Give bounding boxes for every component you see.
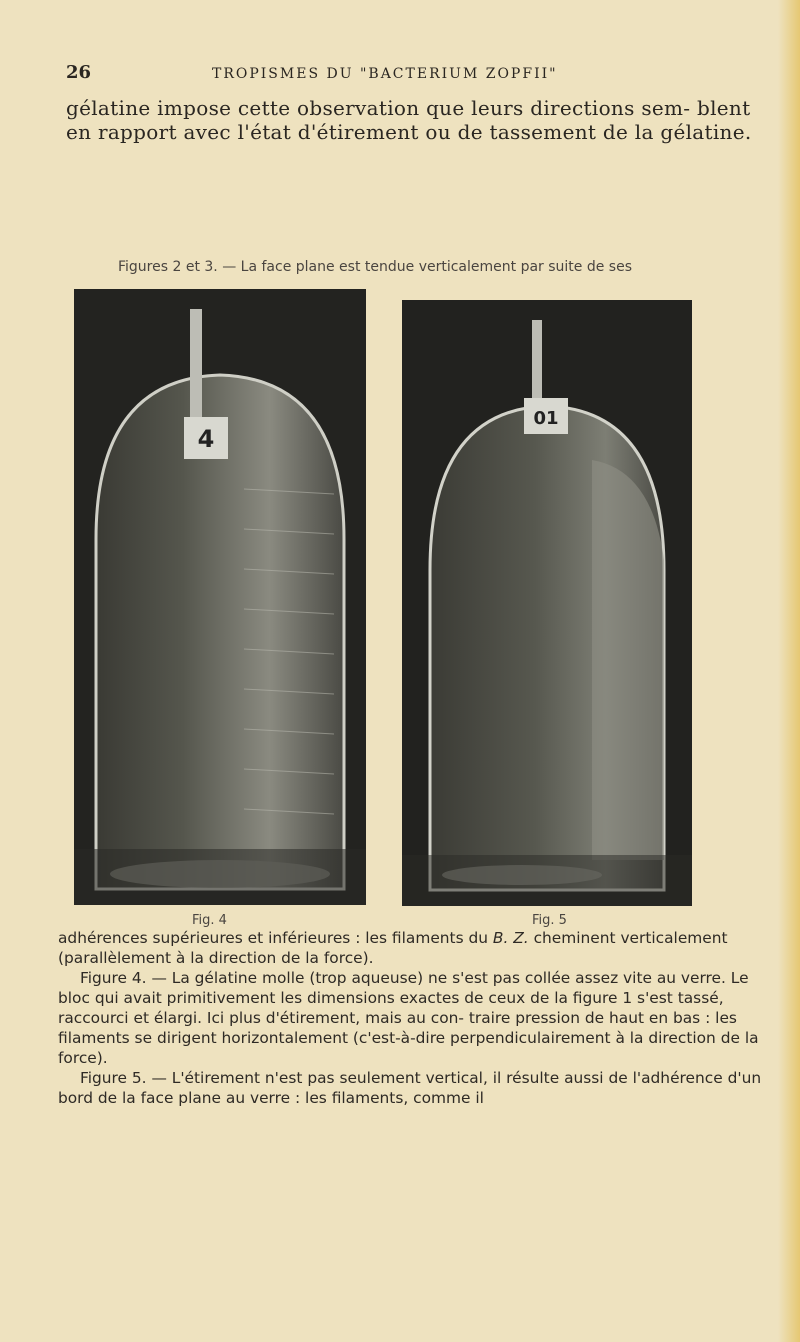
body-text xyxy=(58,928,770,1108)
page-number: 26 xyxy=(66,62,92,83)
page-edge-stain xyxy=(778,0,800,1342)
running-header: TROPISMES DU "BACTERIUM ZOPFII" xyxy=(212,66,558,82)
intro-paragraph: gélatine impose cette observation que leurs directions sem- blent en rapport avec l'état d'étirement ou de tassement de la gélatine. xyxy=(66,96,752,144)
figures-caption: Figures 2 et 3. — La face plane est tendue verticalement par suite de ses xyxy=(118,259,633,275)
figure-5-marker: 01 xyxy=(533,408,559,429)
figure-5-photograph xyxy=(402,300,692,906)
figure-4-photograph xyxy=(74,289,366,905)
paragraph-figure-4: Figure 4. — La gélatine molle (trop aqueuse) ne s'est pas collée assez vite au verre. Le bloc qui avait primitivement les dimensions exactes de ceux de la figure 1 s'est tassé, raccourci et élargi. Ici plus d'étirement, mais au con- traire pression de haut en bas : les filaments se dirigent horizontalement (c'est-à-dire perpendiculairement à la direction de la force). xyxy=(58,969,759,1067)
figure-4-marker: 4 xyxy=(197,425,215,453)
paragraph-adherences: adhérences supérieures et inférieures : les filaments du B. Z. cheminent verticalement (parallèlement à la direction de la force). xyxy=(58,929,728,967)
paragraph-figure-5: Figure 5. — L'étirement n'est pas seulement vertical, il résulte aussi de l'adhérence d'un bord de la face plane au verre : les filaments, comme il xyxy=(58,1069,762,1107)
figure-5-label: Fig. 5 xyxy=(532,913,567,928)
figure-4-label: Fig. 4 xyxy=(192,913,227,928)
